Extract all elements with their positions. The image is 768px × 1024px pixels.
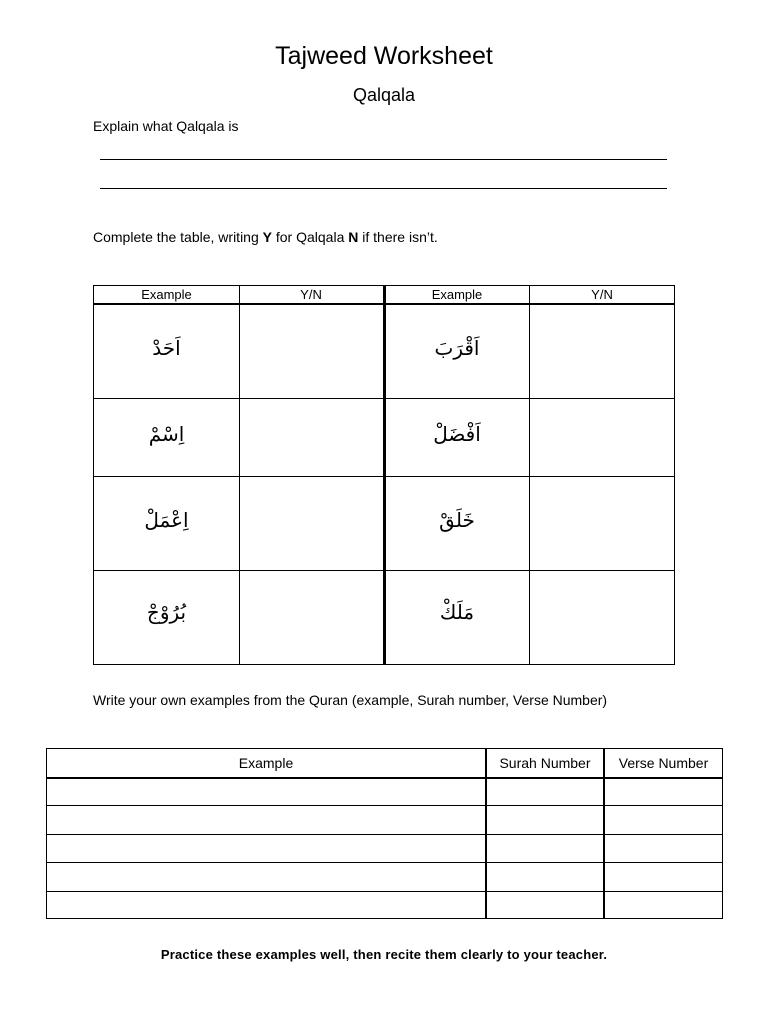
verse-input-cell[interactable] — [605, 863, 722, 891]
page-title: Tajweed Worksheet — [275, 42, 493, 70]
verse-input-cell[interactable] — [605, 806, 722, 834]
header-example: Example — [141, 287, 192, 302]
surah-input-cell[interactable] — [487, 806, 603, 834]
example-input-cell[interactable] — [47, 863, 485, 891]
yn-answer-cell[interactable] — [530, 477, 674, 570]
yn-answer-cell[interactable] — [240, 399, 383, 476]
header-yn: Y/N — [591, 287, 613, 302]
instruction-text-2: for Qalqala — [271, 229, 349, 245]
verse-input-cell[interactable] — [605, 892, 722, 918]
yn-answer-cell[interactable] — [530, 571, 674, 664]
yn-answer-cell[interactable] — [530, 399, 674, 476]
surah-input-cell[interactable] — [487, 779, 603, 805]
verse-input-cell[interactable] — [605, 779, 722, 805]
page-subtitle: Qalqala — [352, 85, 416, 105]
arabic-example: اِسْمْ — [148, 422, 185, 446]
example-input-cell[interactable] — [47, 892, 485, 918]
header-verse-number: Verse Number — [618, 755, 709, 771]
example-input-cell[interactable] — [47, 835, 485, 862]
yn-answer-cell[interactable] — [530, 304, 674, 398]
yn-answer-cell[interactable] — [240, 477, 383, 570]
qalqala-table — [93, 285, 675, 665]
header-surah-number: Surah Number — [499, 755, 591, 771]
question-complete-table — [93, 229, 438, 245]
instruction-text-3: if there isn’t. — [358, 229, 438, 245]
arabic-example: اَفْضَلْ — [433, 422, 481, 446]
answer-line-1[interactable] — [100, 159, 667, 160]
example-input-cell[interactable] — [47, 806, 485, 834]
surah-input-cell[interactable] — [487, 863, 603, 891]
header-yn: Y/N — [300, 287, 322, 302]
arabic-example: خَلَقْ — [439, 508, 475, 532]
answer-line-2[interactable] — [100, 188, 667, 189]
example-input-cell[interactable] — [47, 779, 485, 805]
header-example: Example — [431, 287, 483, 302]
surah-input-cell[interactable] — [487, 835, 603, 862]
instruction-text-1: Complete the table, writing — [93, 229, 263, 245]
yn-answer-cell[interactable] — [240, 304, 383, 398]
question-own-examples: Write your own examples from the Quran (example, Surah number, Verse Number) — [93, 692, 608, 708]
header-example: Example — [238, 755, 294, 771]
arabic-example: اَحَدْ — [152, 336, 181, 360]
surah-input-cell[interactable] — [487, 892, 603, 918]
own-examples-table — [46, 748, 723, 919]
instruction-n: N — [348, 229, 359, 245]
arabic-example: اَقْرَبَ — [434, 336, 480, 360]
yn-answer-cell[interactable] — [240, 571, 383, 664]
instruction-y: Y — [262, 229, 272, 245]
footer-instruction: Practice these examples well, then recite them clearly to your teacher. — [160, 947, 608, 962]
arabic-example: اِعْمَلْ — [144, 508, 189, 532]
question-explain-qalqala: Explain what Qalqala is — [93, 118, 239, 134]
arabic-example: مَلَكْ — [439, 600, 475, 624]
arabic-example: بُرُوْجْ — [146, 600, 187, 624]
verse-input-cell[interactable] — [605, 835, 722, 862]
